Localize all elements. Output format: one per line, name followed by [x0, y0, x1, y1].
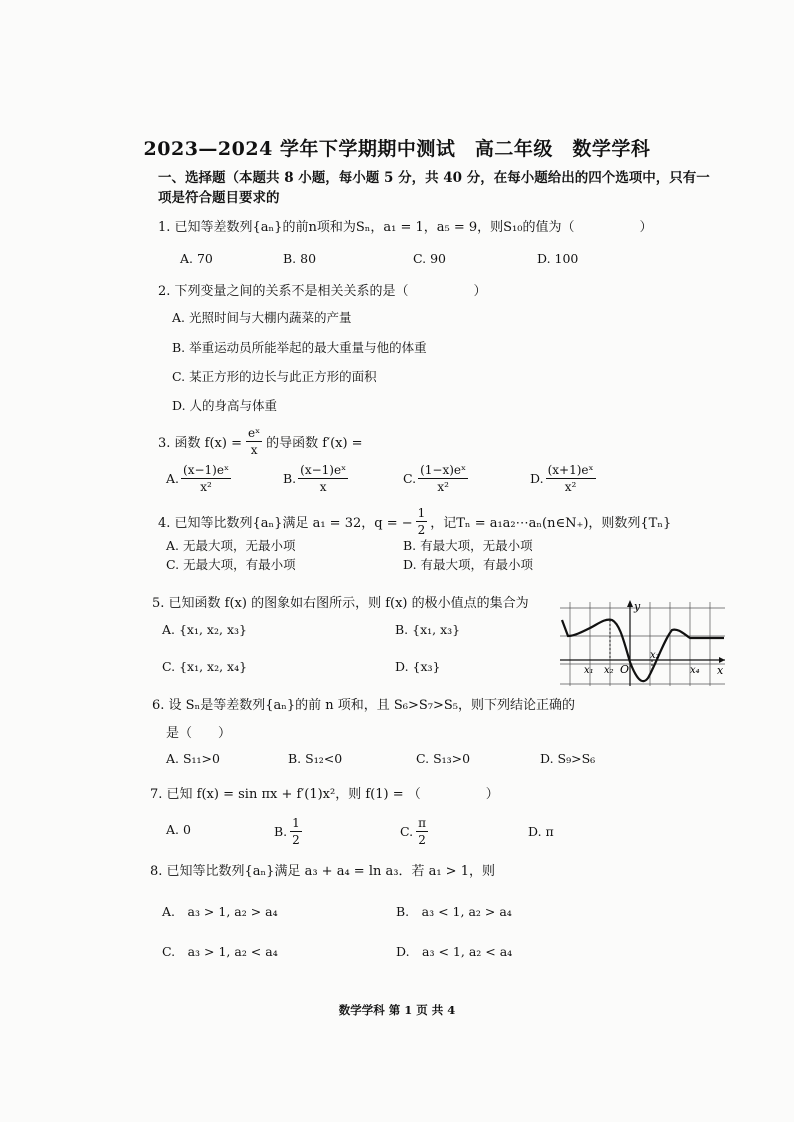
q2-option-d: D. 人的身高与体重 — [172, 398, 278, 413]
q2-option-c: C. 某正方形的边长与此正方形的面积 — [172, 369, 377, 384]
q4-stem-prefix: 4. 已知等比数列{aₙ}满足 a₁ = 32，q = − — [158, 516, 413, 531]
q5-option-c: C. {x₁, x₂, x₄} — [162, 659, 248, 674]
q6-option-a: A. S₁₁>0 — [166, 751, 220, 766]
q3-c-den: x² — [437, 480, 449, 494]
q1-option-c: C. 90 — [413, 251, 446, 266]
q3-option-d-label: D. — [530, 471, 544, 486]
q3-d-den: x² — [564, 480, 577, 494]
q3-a-num: (x−1)eˣ — [183, 463, 230, 477]
q3-b-num: (x−1)eˣ — [300, 463, 347, 477]
q7-b-den: 2 — [292, 833, 300, 847]
q4-q-num: 1 — [417, 506, 426, 520]
q7-c-den: 2 — [418, 833, 426, 847]
question-6-stem-line2: 是（ ） — [166, 726, 232, 741]
q3-stem-fraction — [246, 425, 262, 458]
q3-option-b-label: B. — [283, 471, 297, 486]
q3-stem-prefix: 3. 函数 f(x) = — [158, 436, 242, 451]
q7-option-a: A. 0 — [166, 822, 191, 837]
q7-option-b — [274, 815, 302, 848]
q7-c-num: π — [418, 816, 426, 830]
q7-option-d: D. π — [528, 824, 554, 839]
page-footer: 数学学科 第 1 页 共 4 — [338, 1003, 456, 1017]
q8-option-c: C. a₃ > 1, a₂ < a₄ — [162, 944, 278, 959]
q2-option-a: A. 光照时间与大棚内蔬菜的产量 — [172, 310, 352, 325]
x-axis-arrow-icon — [719, 657, 725, 663]
q7-option-c-label: C. — [400, 824, 414, 839]
y-axis-arrow-icon — [627, 600, 633, 607]
q3-option-c-label: C. — [403, 471, 417, 486]
q3-option-a — [166, 462, 231, 495]
graph-label-x4: x₄ — [690, 665, 700, 676]
q4-option-b: B. 有最大项，无最小项 — [403, 538, 533, 553]
graph-label-y: y — [634, 600, 641, 613]
q7-b-num: 1 — [292, 816, 300, 830]
q6-option-b: B. S₁₂<0 — [288, 751, 343, 766]
q1-option-a: A. 70 — [180, 251, 213, 266]
question-3-stem — [158, 425, 363, 458]
q1-option-b: B. 80 — [283, 251, 317, 266]
q3-option-b — [283, 462, 348, 495]
q8-option-d: D. a₃ < 1, a₂ < a₄ — [396, 944, 513, 959]
question-5-stem: 5. 已知函数 f(x) 的图象如右图所示，则 f(x) 的极小值点的集合为 — [152, 596, 529, 611]
graph-label-origin: O — [620, 663, 630, 676]
q1-option-d: D. 100 — [537, 251, 579, 266]
question-4-stem — [158, 505, 671, 538]
section-heading-line2: 项是符合题目要求的 — [158, 190, 280, 206]
q5-option-d: D. {x₃} — [395, 659, 441, 674]
q3-d-num: (x+1)eˣ — [547, 463, 594, 477]
question-1-stem: 1. 已知等差数列{aₙ}的前n项和为Sₙ，a₁ = 1，a₅ = 9，则S₁₀的值为（ ） — [158, 220, 653, 235]
q4-option-a: A. 无最大项，无最小项 — [166, 538, 296, 553]
q5-option-b: B. {x₁, x₃} — [395, 622, 461, 637]
q3-a-den: x² — [200, 480, 212, 494]
q4-stem-suffix: ，记Tₙ = a₁a₂⋯aₙ(n∈N₊)，则数列{Tₙ} — [430, 516, 672, 531]
q6-option-d: D. S₉>S₆ — [540, 751, 596, 766]
q3-stem-den: x — [250, 443, 258, 457]
question-8-stem: 8. 已知等比数列{aₙ}满足 a₃ + a₄ = ln a₃．若 a₁ > 1，则 — [150, 864, 495, 879]
q3-option-d — [530, 462, 596, 495]
graph-label-x: x — [717, 664, 724, 677]
q7-option-c — [400, 815, 428, 848]
q2-option-b: B. 举重运动员所能举起的最大重量与他的体重 — [172, 340, 427, 355]
question-7-stem: 7. 已知 f(x) = sin πx + f′(1)x²，则 f(1) = （ ） — [150, 787, 499, 802]
q3-option-a-label: A. — [166, 471, 180, 486]
q8-option-b: B. a₃ < 1, a₂ > a₄ — [396, 904, 512, 919]
q8-option-a: A. a₃ > 1, a₂ > a₄ — [162, 904, 278, 919]
graph-label-x3: x₃ — [650, 650, 660, 661]
section-heading-line1: 一、选择题（本题共 8 小题，每小题 5 分，共 40 分，在每小题给出的四个选项中，只有一 — [158, 170, 710, 186]
q3-c-num: (1−x)eˣ — [420, 463, 467, 477]
q4-q-den: 2 — [417, 523, 426, 537]
page-title: 2023—2024 学年下学期期中测试 高二年级 数学学科 — [143, 138, 651, 160]
q5-function-graph — [560, 598, 730, 690]
q6-option-c: C. S₁₃>0 — [416, 751, 471, 766]
q3-stem-num: eˣ — [247, 426, 261, 440]
question-2-stem: 2. 下列变量之间的关系不是相关关系的是（ ） — [158, 284, 487, 299]
graph-label-x2: x₂ — [604, 665, 614, 676]
q3-stem-suffix: 的导函数 f′(x) = — [266, 436, 363, 451]
q5-option-a: A. {x₁, x₂, x₃} — [162, 622, 247, 637]
q3-option-c — [403, 462, 468, 495]
q7-option-b-label: B. — [274, 824, 288, 839]
q4-option-c: C. 无最大项，有最小项 — [166, 557, 296, 572]
question-6-stem-line1: 6. 设 Sₙ是等差数列{aₙ}的前 n 项和，且 S₆>S₇>S₅，则下列结论正确的 — [152, 698, 576, 713]
graph-label-x1: x₁ — [584, 665, 594, 676]
q3-b-den: x — [319, 480, 327, 494]
q4-option-d: D. 有最大项，有最小项 — [403, 557, 534, 572]
